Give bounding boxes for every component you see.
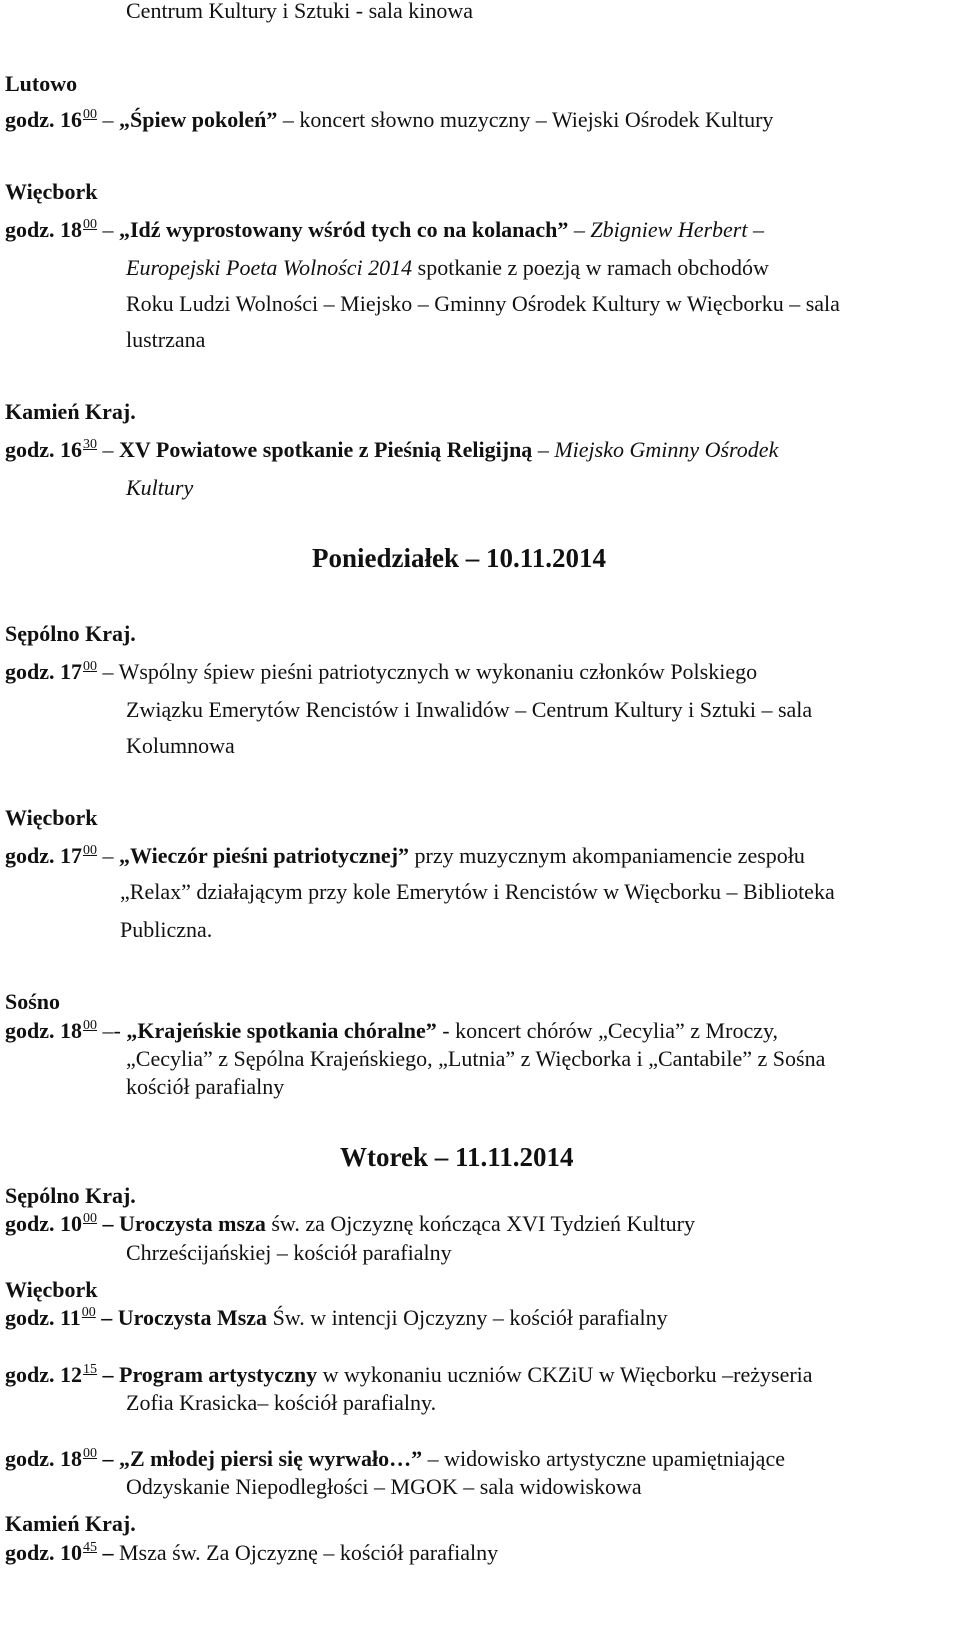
place-heading: Kamień Kraj. — [5, 1511, 136, 1536]
time-minutes: 15 — [83, 1362, 97, 1377]
time-minutes: 00 — [83, 659, 97, 674]
venue-line: Centrum Kultury i Sztuki - sala kinowa — [126, 0, 474, 23]
event-line: godz. $18^{00}$ – „Z młodej piersi się wyrwało…” – widowisko artystyczne upamiętniające — [5, 1446, 785, 1471]
event-line: godz. $11^{00}$ – Uroczysta Msza Św. w intencji Ojczyzny – kościół parafialny — [5, 1305, 668, 1330]
event-line: Kultury — [126, 475, 194, 500]
event-line: Roku Ludzi Wolności – Miejsko – Gminny Ośrodek Kultury w Więcborku – sala — [126, 291, 840, 316]
place-heading: Sępólno Kraj. — [5, 1183, 136, 1208]
place-heading: Lutowo — [5, 71, 78, 96]
time-minutes: 00 — [83, 1446, 97, 1461]
event-line: godz. $16^{30}$ – XV Powiatowe spotkanie z Pieśnią Religijną – Miejsko Gminny Ośrodek — [5, 437, 779, 462]
event-line: Kolumnowa — [126, 733, 235, 758]
place-heading: Sośno — [5, 989, 61, 1014]
day-heading: Poniedziałek – 10.11.2014 — [312, 543, 607, 573]
event-line: Odzyskanie Niepodległości – MGOK – sala widowiskowa — [126, 1474, 642, 1499]
place-heading: Więcbork — [5, 805, 98, 830]
event-line: godz. $10^{45}$ – Msza św. Za Ojczyznę – kościół parafialny — [5, 1540, 499, 1565]
event-line: godz. $18^{00}$ – „Idź wyprostowany wśród tych co na kolanach” – Zbigniew Herbert – — [5, 217, 764, 242]
event-line: godz. $16^{00}$ – „Śpiew pokoleń” – koncert słowno muzyczny – Wiejski Ośrodek Kultury — [5, 107, 774, 132]
event-line: godz. $17^{00}$ – „Wieczór pieśni patriotycznej” przy muzycznym akompaniamencie zespołu — [5, 843, 805, 868]
place-heading: Sępólno Kraj. — [5, 621, 136, 646]
event-line: godz. $12^{15}$ – Program artystyczny w wykonaniu uczniów CKZiU w Więcborku –reżyseria — [5, 1362, 813, 1387]
time-minutes: 30 — [83, 437, 97, 452]
time-minutes: 00 — [83, 1018, 97, 1033]
event-line: „Cecylia” z Sępólna Krajeńskiego, „Lutnia” z Więcborka i „Cantabile” z Sośna — [126, 1046, 826, 1071]
event-line: godz. $17^{00}$ – Wspólny śpiew pieśni patriotycznych w wykonaniu członków Polskiego — [5, 659, 758, 684]
event-line: godz. $18^{00}$ –- „Krajeńskie spotkania chóralne” - koncert chórów „Cecylia” z Mroczy, — [5, 1018, 779, 1043]
event-line: Publiczna. — [120, 917, 213, 942]
day-heading: Wtorek – 11.11.2014 — [340, 1142, 574, 1172]
event-line: lustrzana — [126, 327, 206, 352]
event-line: „Relax” działającym przy kole Emerytów i Rencistów w Więcborku – Biblioteka — [120, 879, 835, 904]
event-line: Chrześcijańskiej – kościół parafialny — [126, 1240, 452, 1265]
time-minutes: 00 — [83, 1211, 97, 1226]
place-heading: Kamień Kraj. — [5, 399, 136, 424]
event-line: godz. $10^{00}$ – Uroczysta msza św. za Ojczyznę kończąca XVI Tydzień Kultury — [5, 1211, 695, 1236]
event-line: Związku Emerytów Rencistów i Inwalidów – Centrum Kultury i Sztuki – sala — [126, 697, 813, 722]
event-line: Zofia Krasicka– kościół parafialny. — [126, 1390, 437, 1415]
time-minutes: 45 — [83, 1540, 97, 1555]
time-minutes: 00 — [83, 107, 97, 122]
time-minutes: 00 — [83, 217, 97, 232]
place-heading: Więcbork — [5, 1277, 98, 1302]
event-line: Europejski Poeta Wolności 2014 spotkanie z poezją w ramach obchodów — [126, 255, 769, 280]
time-minutes: 00 — [81, 1305, 96, 1320]
event-line: kościół parafialny — [126, 1074, 285, 1099]
place-heading: Więcbork — [5, 179, 98, 204]
time-minutes: 00 — [83, 843, 97, 858]
